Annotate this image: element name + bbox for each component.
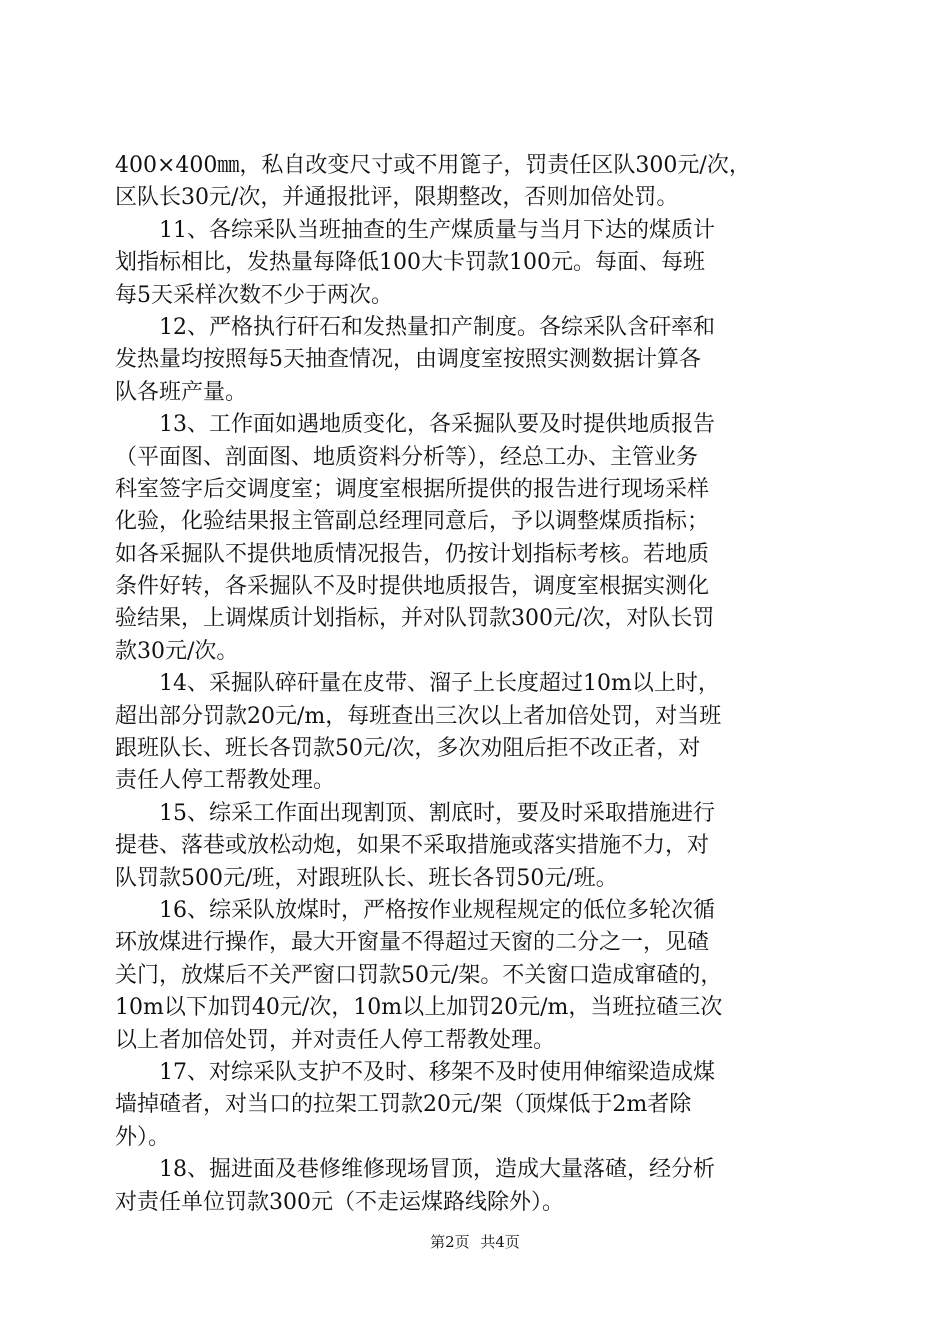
text-line: 环放煤进行操作，最大开窗量不得超过天窗的二分之一，见碴	[115, 930, 710, 956]
text-line: 区队长30元/次，并通报批评，限期整改，否则加倍处罚。	[115, 185, 679, 211]
text-line: 18、掘进面及巷修维修现场冒顶，造成大量落碴，经分析	[159, 1157, 715, 1183]
text-line: 跟班队长、班长各罚款50元/次，多次劝阻后拒不改正者，对	[115, 736, 701, 762]
page-total: 共4页	[480, 1233, 520, 1251]
text-line: 划指标相比，发热量每降低100大卡罚款100元。每面、每班	[115, 250, 705, 276]
text-line: 条件好转，各采掘队不及时提供地质报告，调度室根据实测化	[115, 574, 710, 600]
text-line: 14、采掘队碎矸量在皮带、溜子上长度超过10m以上时，	[159, 671, 720, 697]
text-line: 责任人停工帮教处理。	[115, 768, 336, 794]
text-line: （平面图、剖面图、地质资料分析等），经总工办、主管业务	[115, 444, 699, 470]
page-footer	[0, 1231, 950, 1252]
text-line: 队各班产量。	[115, 379, 248, 405]
text-line: 400×400㎜，私自改变尺寸或不用篦子，罚责任区队300元/次，	[115, 153, 751, 178]
text-line: 队罚款500元/班，对跟班队长、班长各罚50元/班。	[115, 865, 618, 891]
text-line: 关门，放煤后不关严窗口罚款50元/架。不关窗口造成窜碴的，	[115, 962, 723, 988]
text-line: 每5天采样次数不少于两次。	[115, 282, 393, 308]
text-line: 超出部分罚款20元/m，每班查出三次以上者加倍处罚，对当班	[115, 703, 722, 729]
text-line: 化验，化验结果报主管副总经理同意后，予以调整煤质指标；	[115, 509, 710, 535]
text-line: 科室签字后交调度室；调度室根据所提供的报告进行现场采样	[115, 476, 710, 502]
text-line: 12、严格执行矸石和发热量扣产制度。各综采队含矸率和	[159, 314, 715, 340]
text-line: 验结果，上调煤质计划指标，并对队罚款300元/次，对队长罚	[115, 606, 715, 632]
text-line: 以上者加倍处罚，并对责任人停工帮教处理。	[115, 1027, 556, 1053]
text-line: 提巷、落巷或放松动炮，如果不采取措施或落实措施不力，对	[115, 833, 710, 859]
text-line: 对责任单位罚款300元（不走运煤路线除外）。	[115, 1189, 564, 1215]
page-number: 第2页	[430, 1233, 470, 1251]
text-line: 款30元/次。	[115, 638, 239, 664]
text-line: 16、综采队放煤时，严格按作业规程规定的低位多轮次循	[159, 897, 715, 923]
text-line: 17、对综采队支护不及时、移架不及时使用伸缩梁造成煤	[159, 1059, 715, 1085]
text-line: 11、各综采队当班抽查的生产煤质量与当月下达的煤质计	[159, 217, 715, 243]
text-line: 发热量均按照每5天抽查情况，由调度室按照实测数据计算各	[115, 347, 701, 373]
text-line: 15、综采工作面出现割顶、割底时，要及时采取措施进行	[159, 800, 715, 826]
text-line: 10m以下加罚40元/次，10m以上加罚20元/m，当班拉碴三次	[115, 995, 723, 1021]
text-line: 外）。	[115, 1124, 171, 1150]
text-line: 墙掉碴者，对当口的拉架工罚款20元/架（顶煤低于2m者除	[115, 1092, 692, 1118]
text-line: 13、工作面如遇地质变化，各采掘队要及时提供地质报告	[159, 412, 715, 438]
document-body	[115, 150, 835, 1219]
text-line: 如各采掘队不提供地质情况报告，仍按计划指标考核。若地质	[115, 541, 710, 567]
